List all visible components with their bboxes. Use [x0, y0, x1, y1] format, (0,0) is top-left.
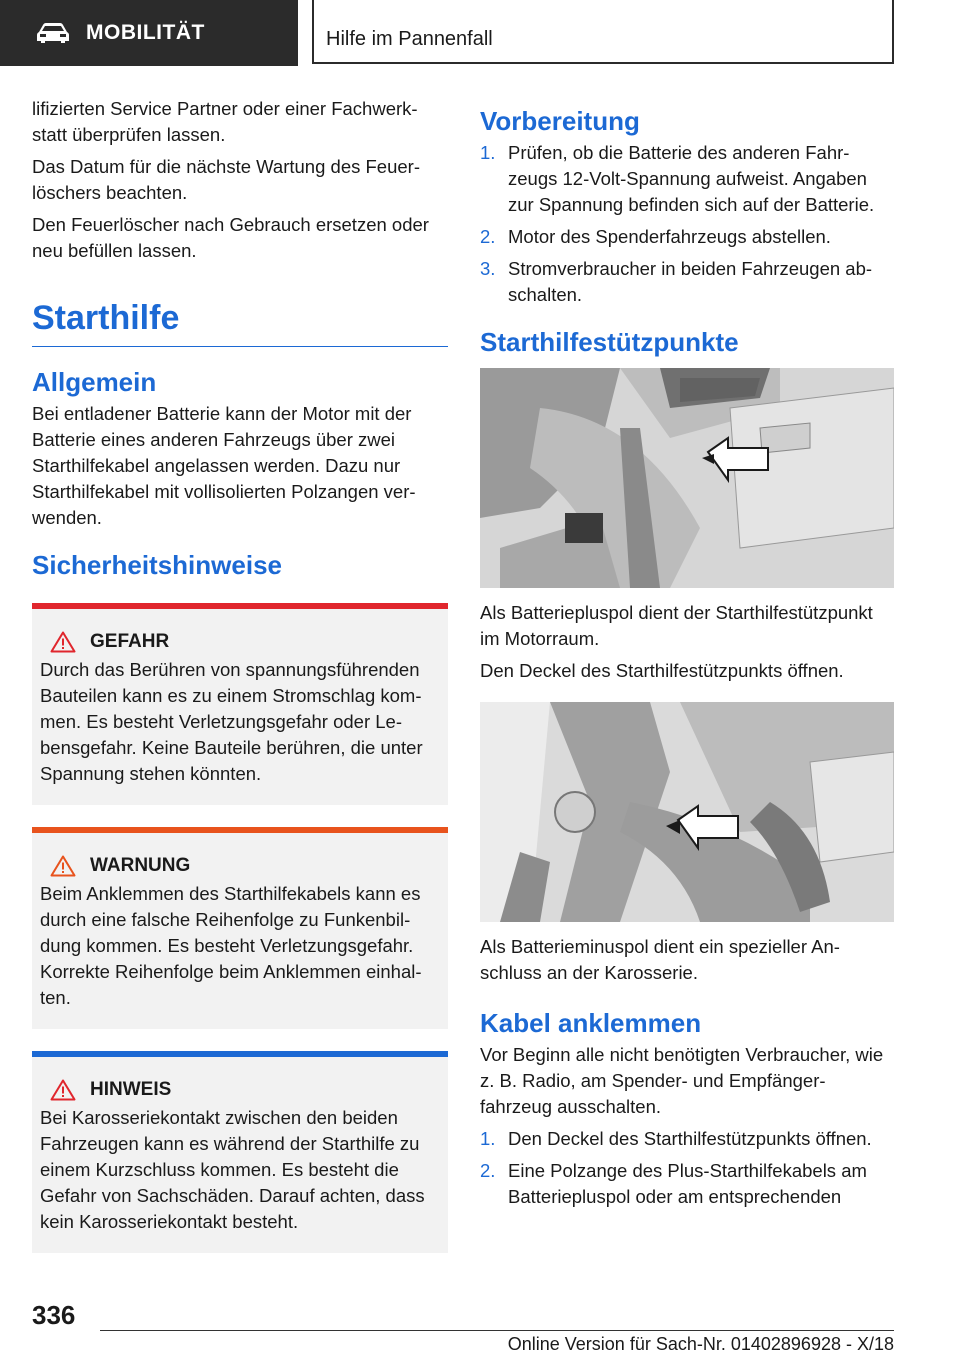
list-item: 2. Eine Polzange des Plus-Starthilfekabels am Batteriepluspol oder am entsprechenden [480, 1160, 867, 1207]
cable-steps-list [480, 1126, 896, 1210]
list-item: 1. Prüfen, ob die Batterie des anderen Fahr-zeugs 12-Volt-Spannung aufweist. Angaben zur Spannung befinden sich auf der Batterie. [480, 142, 875, 215]
warning-title: WARNUNG [90, 855, 191, 876]
footer-online-version: Online Version für Sach-Nr. 01402896928 - X/18 [507, 1334, 894, 1354]
minus-pole-caption: Als Batterieminuspol dient ein spezieller An-schluss an der Karosserie. [480, 936, 840, 983]
warning-box-gefahr [32, 603, 448, 805]
subheading-starthilfestuetzpunkte: Starthilfestützpunkte [480, 327, 739, 357]
general-paragraph: Bei entladener Batterie kann der Motor mit der Batterie eines anderen Fahrzeugs über zwei Starthilfekabel angelassen werden. Dazu nur Starthilfekabel mit vollisolierten Polzangen ver-wenden. [32, 403, 416, 528]
warning-title: HINWEIS [90, 1079, 172, 1100]
warning-box-warnung [32, 827, 448, 1029]
intro-paragraph: Den Feuerlöscher nach Gebrauch ersetzen oder neu befüllen lassen. [32, 214, 429, 261]
subheading-vorbereitung: Vorbereitung [480, 106, 640, 136]
intro-paragraph: Das Datum für die nächste Wartung des Feuer-löschers beachten. [32, 156, 420, 203]
section-heading-starthilfe: Starthilfe [32, 298, 448, 347]
right-column [480, 96, 896, 1216]
subheading-kabel-anklemmen: Kabel anklemmen [480, 1008, 702, 1038]
warning-triangle-icon [50, 855, 76, 877]
plus-pole-caption: Als Batteriepluspol dient der Starthilfestützpunkt im Motorraum. [480, 602, 873, 649]
warning-text: Durch das Berühren von spannungsführenden Bauteilen kann es zu einem Stromschlag kom-men. Es besteht Verletzungsgefahr oder Le-bensgefahr. Keine Bauteile berühren, die unter Spannung stehen könnten. [40, 659, 423, 784]
page-number: 336 [32, 1300, 76, 1330]
warning-title: GEFAHR [90, 631, 170, 652]
subheading-sicherheitshinweise: Sicherheitshinweise [32, 550, 282, 580]
car-icon [36, 22, 70, 44]
warning-triangle-icon [50, 631, 76, 653]
list-item: 3. Stromverbraucher in beiden Fahrzeugen ab-schalten. [480, 258, 873, 305]
list-item: 2. Motor des Spenderfahrzeugs abstellen. [480, 226, 831, 247]
chapter-tab [312, 0, 894, 64]
warning-triangle-icon [50, 1079, 76, 1101]
intro-paragraph: lifizierten Service Partner oder einer Fachwerk-statt überprüfen lassen. [32, 98, 418, 145]
warning-text: Beim Anklemmen des Starthilfekabels kann es durch eine falsche Reihenfolge zu Funkenbil-dung kommen. Es besteht Verletzungsgefahr. Korrekte Reihenfolge beim Anklemmen einhal-ten. [40, 883, 422, 1008]
prep-steps-list [480, 140, 896, 308]
chapter-label: Hilfe im Pannenfall [326, 28, 493, 50]
plus-pole-instruction: Den Deckel des Starthilfestützpunkts öffnen. [480, 660, 844, 681]
footer-divider [100, 1330, 894, 1331]
left-column [32, 96, 448, 1253]
warning-text: Bei Karosseriekontakt zwischen den beiden Fahrzeugen kann es während der Starthilfe zu einem Kurzschluss kommen. Es besteht die Gefahr von Sachschäden. Darauf achten, dass kein Karosseriekontakt besteht. [40, 1107, 425, 1232]
engine-bay-plus-pole-image [480, 368, 894, 588]
cable-paragraph: Vor Beginn alle nicht benötigten Verbraucher, wie z. B. Radio, am Spender- und Empfänger-fahrzeug ausschalten. [480, 1044, 884, 1117]
subheading-allgemein: Allgemein [32, 367, 157, 397]
list-item: 1. Den Deckel des Starthilfestützpunkts öffnen. [480, 1128, 872, 1149]
engine-bay-minus-pole-image [480, 702, 894, 922]
section-tab [0, 0, 298, 66]
section-label: MOBILITÄT [86, 21, 205, 44]
warning-box-hinweis [32, 1051, 448, 1253]
page-header [0, 0, 960, 66]
